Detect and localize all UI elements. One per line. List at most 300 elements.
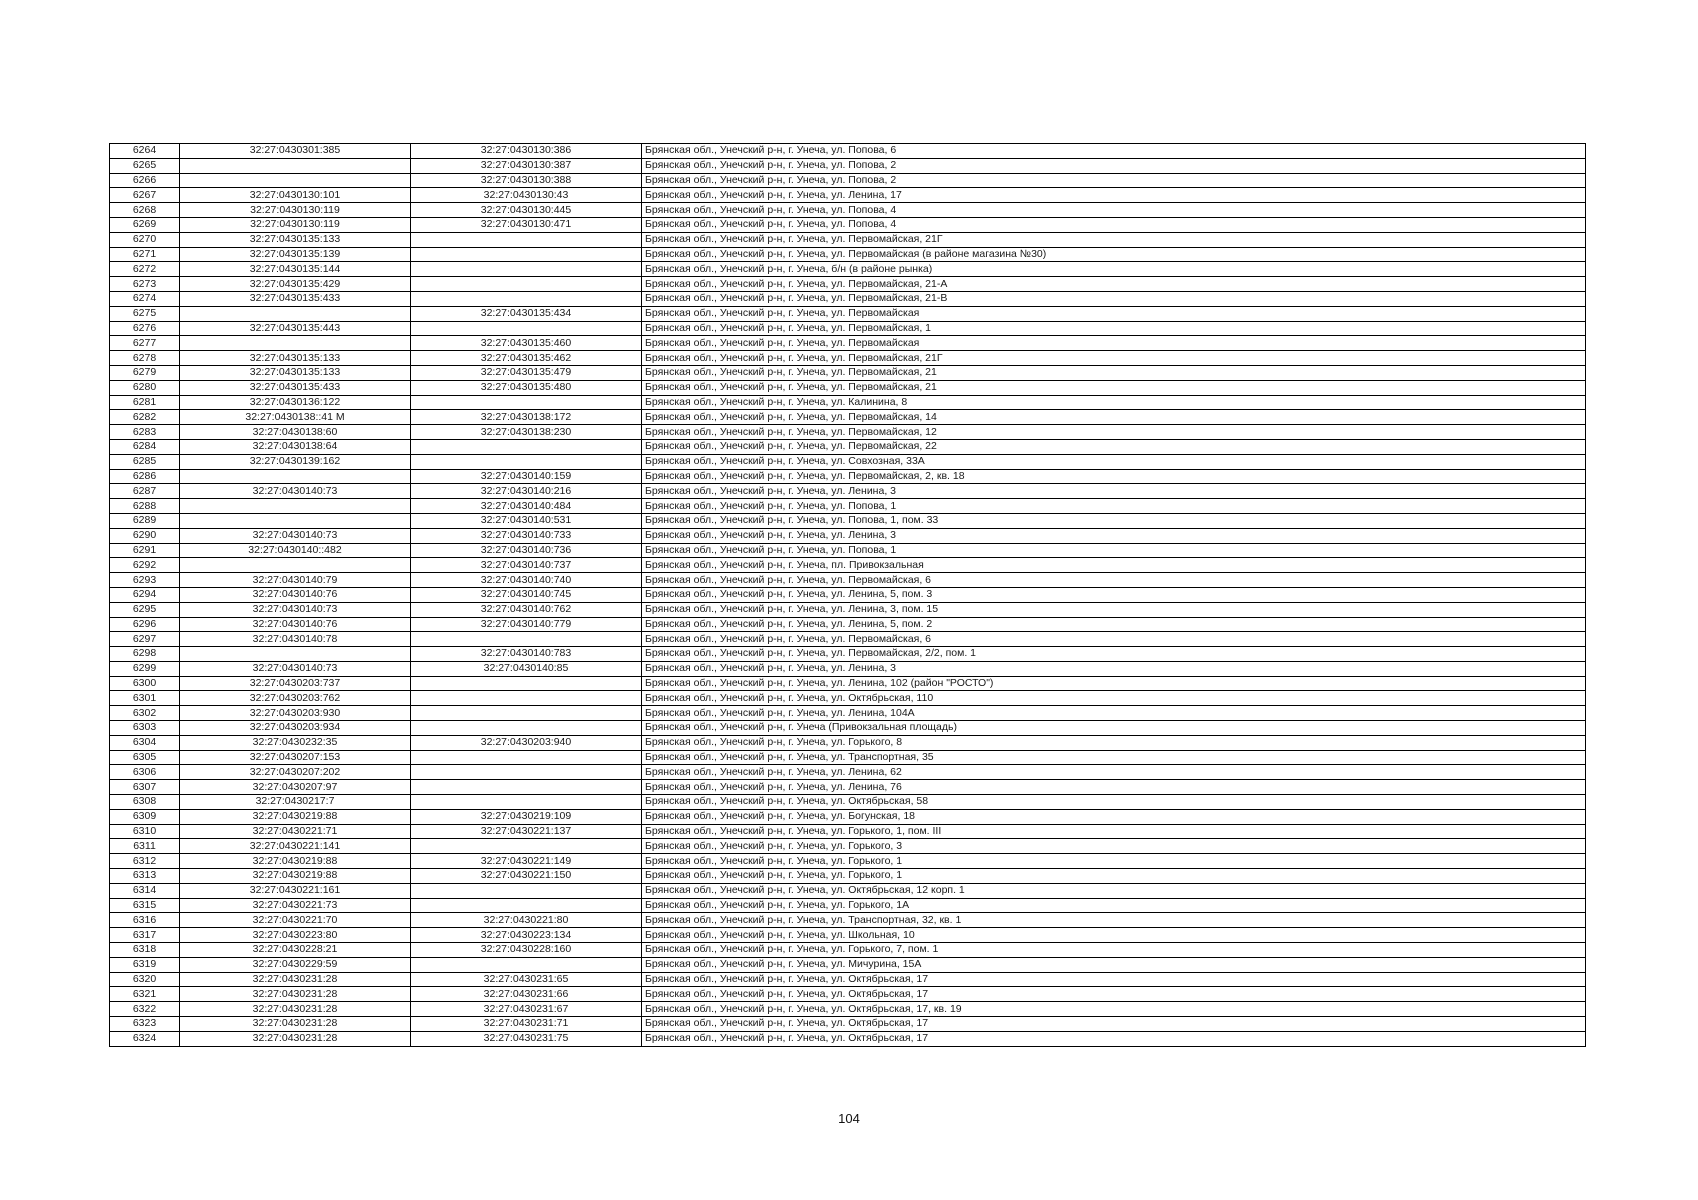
table-row: [110, 262, 1586, 277]
address-cell: Брянская обл., Унечский р-н, г. Унеча, ул. Октябрьская, 17: [642, 972, 1586, 987]
row-number-cell: 6264: [110, 144, 180, 159]
address-cell: Брянская обл., Унечский р-н, г. Унеча, б/н (в районе рынка): [642, 262, 1586, 277]
address-cell: Брянская обл., Унечский р-н, г. Унеча, ул. Попова, 1, пом. 33: [642, 513, 1586, 528]
row-number-cell: 6312: [110, 854, 180, 869]
cadastral-number-cell: 32:27:0430301:385: [180, 144, 411, 159]
table-row: [110, 913, 1586, 928]
cadastral-number-cell: 32:27:0430223:80: [180, 928, 411, 943]
address-cell: Брянская обл., Унечский р-н, г. Унеча, ул. Октябрьская, 17: [642, 1031, 1586, 1046]
related-cadastral-number-cell: [411, 691, 642, 706]
table-row: [110, 809, 1586, 824]
table-row: [110, 513, 1586, 528]
related-cadastral-number-cell: 32:27:0430130:445: [411, 203, 642, 218]
related-cadastral-number-cell: 32:27:0430203:940: [411, 735, 642, 750]
address-cell: Брянская обл., Унечский р-н, г. Унеча, ул. Первомайская, 2/2, пом. 1: [642, 647, 1586, 662]
table-row: [110, 321, 1586, 336]
table-row: [110, 232, 1586, 247]
table-row: [110, 617, 1586, 632]
row-number-cell: 6267: [110, 188, 180, 203]
row-number-cell: 6305: [110, 750, 180, 765]
table-row: [110, 306, 1586, 321]
address-cell: Брянская обл., Унечский р-н, г. Унеча, ул. Ленина, 104А: [642, 706, 1586, 721]
table-row: [110, 676, 1586, 691]
row-number-cell: 6310: [110, 824, 180, 839]
row-number-cell: 6270: [110, 232, 180, 247]
address-cell: Брянская обл., Унечский р-н, г. Унеча, ул. Первомайская, 21: [642, 380, 1586, 395]
table-row: [110, 203, 1586, 218]
related-cadastral-number-cell: [411, 291, 642, 306]
table-row: [110, 439, 1586, 454]
table-row: [110, 484, 1586, 499]
row-number-cell: 6287: [110, 484, 180, 499]
related-cadastral-number-cell: 32:27:0430130:386: [411, 144, 642, 159]
address-cell: Брянская обл., Унечский р-н, г. Унеча, пл. Привокзальная: [642, 558, 1586, 573]
related-cadastral-number-cell: [411, 247, 642, 262]
address-cell: Брянская обл., Унечский р-н, г. Унеча, ул. Первомайская, 21Г: [642, 351, 1586, 366]
address-cell: Брянская обл., Унечский р-н, г. Унеча, ул. Первомайская, 6: [642, 573, 1586, 588]
row-number-cell: 6290: [110, 528, 180, 543]
table-row: [110, 943, 1586, 958]
address-cell: Брянская обл., Унечский р-н, г. Унеча, ул. Совхозная, 33А: [642, 454, 1586, 469]
table-row: [110, 898, 1586, 913]
row-number-cell: 6285: [110, 454, 180, 469]
related-cadastral-number-cell: 32:27:0430130:388: [411, 173, 642, 188]
address-cell: Брянская обл., Унечский р-н, г. Унеча, ул. Школьная, 10: [642, 928, 1586, 943]
row-number-cell: 6308: [110, 795, 180, 810]
related-cadastral-number-cell: 32:27:0430140:216: [411, 484, 642, 499]
address-cell: Брянская обл., Унечский р-н, г. Унеча, ул. Первомайская, 6: [642, 632, 1586, 647]
table-row: [110, 824, 1586, 839]
cadastral-number-cell: 32:27:0430207:202: [180, 765, 411, 780]
row-number-cell: 6273: [110, 277, 180, 292]
table-row: [110, 632, 1586, 647]
related-cadastral-number-cell: 32:27:0430138:230: [411, 425, 642, 440]
cadastral-number-cell: 32:27:0430140:73: [180, 661, 411, 676]
row-number-cell: 6265: [110, 158, 180, 173]
cadastral-number-cell: 32:27:0430140:78: [180, 632, 411, 647]
table-row: [110, 558, 1586, 573]
address-cell: Брянская обл., Унечский р-н, г. Унеча, ул. Попова, 1: [642, 499, 1586, 514]
table-row: [110, 735, 1586, 750]
related-cadastral-number-cell: 32:27:0430221:80: [411, 913, 642, 928]
related-cadastral-number-cell: 32:27:0430231:65: [411, 972, 642, 987]
row-number-cell: 6266: [110, 173, 180, 188]
row-number-cell: 6294: [110, 587, 180, 602]
related-cadastral-number-cell: 32:27:0430140:737: [411, 558, 642, 573]
related-cadastral-number-cell: [411, 232, 642, 247]
address-cell: Брянская обл., Унечский р-н, г. Унеча, ул. Первомайская, 21-А: [642, 277, 1586, 292]
table-row: [110, 602, 1586, 617]
cadastral-number-cell: 32:27:0430221:70: [180, 913, 411, 928]
related-cadastral-number-cell: [411, 795, 642, 810]
address-cell: Брянская обл., Унечский р-н, г. Унеча, ул. Октябрьская, 17, кв. 19: [642, 1002, 1586, 1017]
cadastral-number-cell: 32:27:0430231:28: [180, 1031, 411, 1046]
related-cadastral-number-cell: [411, 706, 642, 721]
row-number-cell: 6306: [110, 765, 180, 780]
table-row: [110, 1031, 1586, 1046]
related-cadastral-number-cell: 32:27:0430130:43: [411, 188, 642, 203]
cadastral-number-cell: 32:27:0430228:21: [180, 943, 411, 958]
address-cell: Брянская обл., Унечский р-н, г. Унеча, ул. Ленина, 3, пом. 15: [642, 602, 1586, 617]
row-number-cell: 6281: [110, 395, 180, 410]
related-cadastral-number-cell: 32:27:0430140:85: [411, 661, 642, 676]
cadastral-number-cell: 32:27:0430135:139: [180, 247, 411, 262]
cadastral-number-cell: [180, 499, 411, 514]
related-cadastral-number-cell: 32:27:0430219:109: [411, 809, 642, 824]
related-cadastral-number-cell: [411, 883, 642, 898]
row-number-cell: 6272: [110, 262, 180, 277]
related-cadastral-number-cell: [411, 765, 642, 780]
row-number-cell: 6296: [110, 617, 180, 632]
row-number-cell: 6291: [110, 543, 180, 558]
address-cell: Брянская обл., Унечский р-н, г. Унеча, ул. Октябрьская, 12 корп. 1: [642, 883, 1586, 898]
row-number-cell: 6319: [110, 957, 180, 972]
table-row: [110, 158, 1586, 173]
cadastral-number-cell: 32:27:0430135:133: [180, 365, 411, 380]
cadastral-number-cell: 32:27:0430140:73: [180, 602, 411, 617]
row-number-cell: 6316: [110, 913, 180, 928]
row-number-cell: 6322: [110, 1002, 180, 1017]
table-row: [110, 854, 1586, 869]
cadastral-number-cell: 32:27:0430139:162: [180, 454, 411, 469]
row-number-cell: 6323: [110, 1017, 180, 1032]
row-number-cell: 6295: [110, 602, 180, 617]
row-number-cell: 6286: [110, 469, 180, 484]
address-cell: Брянская обл., Унечский р-н, г. Унеча, ул. Первомайская, 2, кв. 18: [642, 469, 1586, 484]
related-cadastral-number-cell: [411, 632, 642, 647]
address-cell: Брянская обл., Унечский р-н, г. Унеча, ул. Попова, 2: [642, 158, 1586, 173]
address-cell: Брянская обл., Унечский р-н, г. Унеча, ул. Попова, 2: [642, 173, 1586, 188]
address-cell: Брянская обл., Унечский р-н, г. Унеча, ул. Горького, 1: [642, 869, 1586, 884]
cadastral-number-cell: 32:27:0430140:79: [180, 573, 411, 588]
cadastral-number-cell: [180, 469, 411, 484]
cadastral-number-cell: 32:27:0430203:930: [180, 706, 411, 721]
row-number-cell: 6313: [110, 869, 180, 884]
row-number-cell: 6304: [110, 735, 180, 750]
address-cell: Брянская обл., Унечский р-н, г. Унеча (Привокзальная площадь): [642, 721, 1586, 736]
address-cell: Брянская обл., Унечский р-н, г. Унеча, ул. Октябрьская, 17: [642, 1017, 1586, 1032]
table-row: [110, 839, 1586, 854]
address-cell: Брянская обл., Унечский р-н, г. Унеча, ул. Ленина, 17: [642, 188, 1586, 203]
row-number-cell: 6320: [110, 972, 180, 987]
related-cadastral-number-cell: 32:27:0430140:733: [411, 528, 642, 543]
cadastral-number-cell: 32:27:0430130:101: [180, 188, 411, 203]
related-cadastral-number-cell: [411, 262, 642, 277]
table-row: [110, 750, 1586, 765]
row-number-cell: 6275: [110, 306, 180, 321]
row-number-cell: 6309: [110, 809, 180, 824]
row-number-cell: 6269: [110, 217, 180, 232]
table-row: [110, 395, 1586, 410]
address-cell: Брянская обл., Унечский р-н, г. Унеча, ул. Богунская, 18: [642, 809, 1586, 824]
related-cadastral-number-cell: 32:27:0430135:460: [411, 336, 642, 351]
cadastral-number-cell: 32:27:0430136:122: [180, 395, 411, 410]
cadastral-number-cell: 32:27:0430203:762: [180, 691, 411, 706]
related-cadastral-number-cell: [411, 721, 642, 736]
related-cadastral-number-cell: [411, 676, 642, 691]
row-number-cell: 6274: [110, 291, 180, 306]
cadastral-number-cell: [180, 336, 411, 351]
table-row: [110, 499, 1586, 514]
row-number-cell: 6315: [110, 898, 180, 913]
table-row: [110, 1002, 1586, 1017]
cadastral-number-cell: 32:27:0430219:88: [180, 854, 411, 869]
address-cell: Брянская обл., Унечский р-н, г. Унеча, ул. Горького, 1, пом. III: [642, 824, 1586, 839]
address-cell: Брянская обл., Унечский р-н, г. Унеча, ул. Октябрьская, 17: [642, 987, 1586, 1002]
related-cadastral-number-cell: 32:27:0430140:531: [411, 513, 642, 528]
cadastral-number-cell: 32:27:0430138::41 М: [180, 410, 411, 425]
cadastral-number-cell: 32:27:0430140:76: [180, 587, 411, 602]
table-row: [110, 291, 1586, 306]
address-cell: Брянская обл., Унечский р-н, г. Унеча, ул. Ленина, 76: [642, 780, 1586, 795]
row-number-cell: 6282: [110, 410, 180, 425]
table-row: [110, 217, 1586, 232]
cadastral-number-cell: 32:27:0430231:28: [180, 1002, 411, 1017]
row-number-cell: 6301: [110, 691, 180, 706]
row-number-cell: 6276: [110, 321, 180, 336]
related-cadastral-number-cell: 32:27:0430140:736: [411, 543, 642, 558]
address-cell: Брянская обл., Унечский р-н, г. Унеча, ул. Попова, 1: [642, 543, 1586, 558]
cadastral-number-cell: 32:27:0430207:153: [180, 750, 411, 765]
address-cell: Брянская обл., Унечский р-н, г. Унеча, ул. Мичурина, 15А: [642, 957, 1586, 972]
related-cadastral-number-cell: 32:27:0430140:783: [411, 647, 642, 662]
row-number-cell: 6283: [110, 425, 180, 440]
row-number-cell: 6307: [110, 780, 180, 795]
page-number: 104: [838, 1111, 860, 1126]
row-number-cell: 6297: [110, 632, 180, 647]
cadastral-number-cell: [180, 306, 411, 321]
table-row: [110, 706, 1586, 721]
related-cadastral-number-cell: [411, 750, 642, 765]
address-cell: Брянская обл., Унечский р-н, г. Унеча, ул. Октябрьская, 110: [642, 691, 1586, 706]
related-cadastral-number-cell: 32:27:0430223:134: [411, 928, 642, 943]
table-row: [110, 765, 1586, 780]
address-cell: Брянская обл., Унечский р-н, г. Унеча, ул. Первомайская: [642, 336, 1586, 351]
row-number-cell: 6279: [110, 365, 180, 380]
table-row: [110, 528, 1586, 543]
address-cell: Брянская обл., Унечский р-н, г. Унеча, ул. Первомайская, 14: [642, 410, 1586, 425]
row-number-cell: 6299: [110, 661, 180, 676]
cadastral-number-cell: 32:27:0430130:119: [180, 217, 411, 232]
table-row: [110, 573, 1586, 588]
address-cell: Брянская обл., Унечский р-н, г. Унеча, ул. Попова, 6: [642, 144, 1586, 159]
table-row: [110, 721, 1586, 736]
cadastral-number-cell: 32:27:0430207:97: [180, 780, 411, 795]
related-cadastral-number-cell: 32:27:0430140:740: [411, 573, 642, 588]
address-cell: Брянская обл., Унечский р-н, г. Унеча, ул. Ленина, 62: [642, 765, 1586, 780]
cadastral-number-cell: 32:27:0430221:141: [180, 839, 411, 854]
cadastral-number-cell: 32:27:0430231:28: [180, 987, 411, 1002]
cadastral-number-cell: 32:27:0430221:73: [180, 898, 411, 913]
related-cadastral-number-cell: 32:27:0430231:66: [411, 987, 642, 1002]
address-cell: Брянская обл., Унечский р-н, г. Унеча, ул. Первомайская, 22: [642, 439, 1586, 454]
related-cadastral-number-cell: [411, 898, 642, 913]
cadastral-number-cell: 32:27:0430221:71: [180, 824, 411, 839]
address-cell: Брянская обл., Унечский р-н, г. Унеча, ул. Попова, 4: [642, 217, 1586, 232]
cadastral-number-cell: [180, 513, 411, 528]
related-cadastral-number-cell: [411, 454, 642, 469]
related-cadastral-number-cell: 32:27:0430221:149: [411, 854, 642, 869]
cadastral-number-cell: 32:27:0430140::482: [180, 543, 411, 558]
address-cell: Брянская обл., Унечский р-н, г. Унеча, ул. Ленина, 3: [642, 661, 1586, 676]
related-cadastral-number-cell: 32:27:0430231:67: [411, 1002, 642, 1017]
address-cell: Брянская обл., Унечский р-н, г. Унеча, ул. Горького, 8: [642, 735, 1586, 750]
related-cadastral-number-cell: 32:27:0430130:387: [411, 158, 642, 173]
cadastral-number-cell: 32:27:0430138:60: [180, 425, 411, 440]
table-row: [110, 469, 1586, 484]
related-cadastral-number-cell: 32:27:0430231:75: [411, 1031, 642, 1046]
cadastral-number-cell: 32:27:0430140:73: [180, 528, 411, 543]
address-cell: Брянская обл., Унечский р-н, г. Унеча, ул. Первомайская: [642, 306, 1586, 321]
related-cadastral-number-cell: 32:27:0430140:779: [411, 617, 642, 632]
table-row: [110, 957, 1586, 972]
related-cadastral-number-cell: [411, 321, 642, 336]
table-row: [110, 691, 1586, 706]
row-number-cell: 6284: [110, 439, 180, 454]
address-cell: Брянская обл., Унечский р-н, г. Унеча, ул. Ленина, 5, пом. 3: [642, 587, 1586, 602]
row-number-cell: 6293: [110, 573, 180, 588]
cadastral-number-cell: 32:27:0430231:28: [180, 972, 411, 987]
table-row: [110, 647, 1586, 662]
related-cadastral-number-cell: 32:27:0430140:762: [411, 602, 642, 617]
cadastral-number-cell: 32:27:0430140:73: [180, 484, 411, 499]
address-cell: Брянская обл., Унечский р-н, г. Унеча, ул. Калинина, 8: [642, 395, 1586, 410]
related-cadastral-number-cell: 32:27:0430138:172: [411, 410, 642, 425]
address-cell: Брянская обл., Унечский р-н, г. Унеча, ул. Ленина, 5, пом. 2: [642, 617, 1586, 632]
address-cell: Брянская обл., Унечский р-н, г. Унеча, ул. Транспортная, 35: [642, 750, 1586, 765]
table-row: [110, 425, 1586, 440]
row-number-cell: 6298: [110, 647, 180, 662]
row-number-cell: 6317: [110, 928, 180, 943]
related-cadastral-number-cell: 32:27:0430221:150: [411, 869, 642, 884]
cadastral-number-cell: [180, 558, 411, 573]
cadastral-number-cell: 32:27:0430135:433: [180, 380, 411, 395]
related-cadastral-number-cell: 32:27:0430140:484: [411, 499, 642, 514]
row-number-cell: 6311: [110, 839, 180, 854]
address-cell: Брянская обл., Унечский р-н, г. Унеча, ул. Ленина, 3: [642, 528, 1586, 543]
related-cadastral-number-cell: 32:27:0430135:462: [411, 351, 642, 366]
cadastral-number-cell: 32:27:0430221:161: [180, 883, 411, 898]
table-row: [110, 869, 1586, 884]
cadastral-number-cell: 32:27:0430138:64: [180, 439, 411, 454]
row-number-cell: 6289: [110, 513, 180, 528]
row-number-cell: 6318: [110, 943, 180, 958]
address-cell: Брянская обл., Унечский р-н, г. Унеча, ул. Первомайская, 12: [642, 425, 1586, 440]
address-cell: Брянская обл., Унечский р-н, г. Унеча, ул. Попова, 4: [642, 203, 1586, 218]
table-row: [110, 336, 1586, 351]
table-row: [110, 883, 1586, 898]
cadastral-number-cell: [180, 173, 411, 188]
cadastral-number-cell: 32:27:0430219:88: [180, 869, 411, 884]
related-cadastral-number-cell: 32:27:0430140:745: [411, 587, 642, 602]
cadastral-table: [109, 143, 1586, 1047]
table-row: [110, 1017, 1586, 1032]
table-row: [110, 410, 1586, 425]
row-number-cell: 6302: [110, 706, 180, 721]
cadastral-number-cell: 32:27:0430231:28: [180, 1017, 411, 1032]
cadastral-number-cell: 32:27:0430130:119: [180, 203, 411, 218]
related-cadastral-number-cell: 32:27:0430221:137: [411, 824, 642, 839]
related-cadastral-number-cell: [411, 439, 642, 454]
related-cadastral-number-cell: [411, 277, 642, 292]
address-cell: Брянская обл., Унечский р-н, г. Унеча, ул. Горького, 7, пом. 1: [642, 943, 1586, 958]
address-cell: Брянская обл., Унечский р-н, г. Унеча, ул. Ленина, 102 (район "РОСТО"): [642, 676, 1586, 691]
related-cadastral-number-cell: [411, 780, 642, 795]
related-cadastral-number-cell: 32:27:0430135:479: [411, 365, 642, 380]
cadastral-number-cell: 32:27:0430135:133: [180, 351, 411, 366]
table-row: [110, 380, 1586, 395]
row-number-cell: 6324: [110, 1031, 180, 1046]
table-row: [110, 587, 1586, 602]
row-number-cell: 6268: [110, 203, 180, 218]
cadastral-number-cell: [180, 158, 411, 173]
cadastral-number-cell: [180, 647, 411, 662]
cadastral-number-cell: 32:27:0430140:76: [180, 617, 411, 632]
cadastral-number-cell: 32:27:0430217:7: [180, 795, 411, 810]
related-cadastral-number-cell: 32:27:0430231:71: [411, 1017, 642, 1032]
table-row: [110, 188, 1586, 203]
table-row: [110, 543, 1586, 558]
table-row: [110, 661, 1586, 676]
address-cell: Брянская обл., Унечский р-н, г. Унеча, ул. Первомайская, 21-В: [642, 291, 1586, 306]
row-number-cell: 6314: [110, 883, 180, 898]
address-cell: Брянская обл., Унечский р-н, г. Унеча, ул. Горького, 3: [642, 839, 1586, 854]
table-row: [110, 795, 1586, 810]
row-number-cell: 6288: [110, 499, 180, 514]
row-number-cell: 6277: [110, 336, 180, 351]
cadastral-number-cell: 32:27:0430203:737: [180, 676, 411, 691]
cadastral-number-cell: 32:27:0430232:35: [180, 735, 411, 750]
row-number-cell: 6300: [110, 676, 180, 691]
address-cell: Брянская обл., Унечский р-н, г. Унеча, ул. Первомайская, 21: [642, 365, 1586, 380]
row-number-cell: 6292: [110, 558, 180, 573]
row-number-cell: 6303: [110, 721, 180, 736]
table-row: [110, 277, 1586, 292]
table-row: [110, 365, 1586, 380]
table-row: [110, 351, 1586, 366]
related-cadastral-number-cell: 32:27:0430135:434: [411, 306, 642, 321]
address-cell: Брянская обл., Унечский р-н, г. Унеча, ул. Ленина, 3: [642, 484, 1586, 499]
related-cadastral-number-cell: 32:27:0430130:471: [411, 217, 642, 232]
table-row: [110, 454, 1586, 469]
cadastral-number-cell: 32:27:0430135:144: [180, 262, 411, 277]
cadastral-number-cell: 32:27:0430135:443: [180, 321, 411, 336]
table-row: [110, 972, 1586, 987]
address-cell: Брянская обл., Унечский р-н, г. Унеча, ул. Горького, 1А: [642, 898, 1586, 913]
table-row: [110, 144, 1586, 159]
related-cadastral-number-cell: 32:27:0430140:159: [411, 469, 642, 484]
related-cadastral-number-cell: 32:27:0430135:480: [411, 380, 642, 395]
row-number-cell: 6271: [110, 247, 180, 262]
related-cadastral-number-cell: [411, 395, 642, 410]
row-number-cell: 6280: [110, 380, 180, 395]
cadastral-number-cell: 32:27:0430219:88: [180, 809, 411, 824]
cadastral-number-cell: 32:27:0430203:934: [180, 721, 411, 736]
row-number-cell: 6321: [110, 987, 180, 1002]
address-cell: Брянская обл., Унечский р-н, г. Унеча, ул. Первомайская, 21Г: [642, 232, 1586, 247]
address-cell: Брянская обл., Унечский р-н, г. Унеча, ул. Горького, 1: [642, 854, 1586, 869]
address-cell: Брянская обл., Унечский р-н, г. Унеча, ул. Первомайская, 1: [642, 321, 1586, 336]
address-cell: Брянская обл., Унечский р-н, г. Унеча, ул. Первомайская (в районе магазина №30): [642, 247, 1586, 262]
related-cadastral-number-cell: [411, 957, 642, 972]
table-row: [110, 173, 1586, 188]
table-row: [110, 247, 1586, 262]
cadastral-number-cell: 32:27:0430135:429: [180, 277, 411, 292]
row-number-cell: 6278: [110, 351, 180, 366]
related-cadastral-number-cell: 32:27:0430228:160: [411, 943, 642, 958]
cadastral-number-cell: 32:27:0430135:133: [180, 232, 411, 247]
table-body: [110, 144, 1586, 1047]
